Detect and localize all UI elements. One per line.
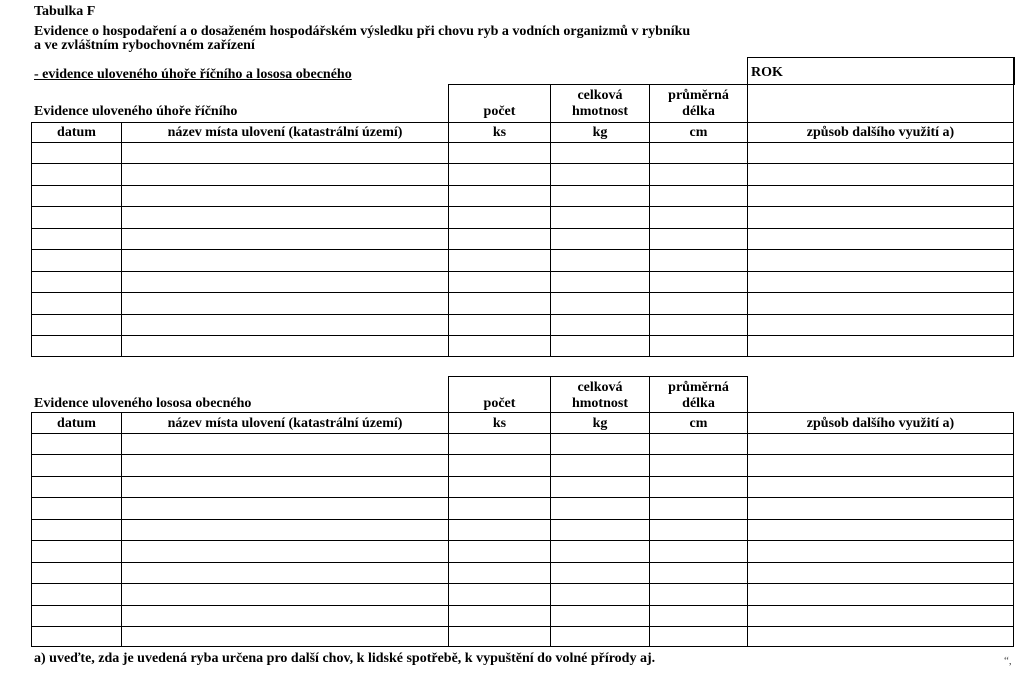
salmon-table-row[interactable] bbox=[32, 606, 1013, 626]
eel-col-cm: cm bbox=[689, 125, 708, 140]
footnote: a) uveďte, zda je uvedená ryba určena pro další chov, k lidské spotřebě, k vypuštění do volné přírody aj. bbox=[34, 651, 656, 666]
salmon-length-header-1: průměrná bbox=[668, 380, 729, 395]
eel-weight-header-2: hmotnost bbox=[571, 104, 628, 119]
eel-col-use: způsob dalšího využití a) bbox=[806, 125, 955, 140]
salmon-table-row[interactable] bbox=[32, 563, 1013, 583]
eel-col-kg: kg bbox=[592, 125, 608, 140]
salmon-table-row[interactable] bbox=[32, 455, 1013, 476]
table-id: Tabulka F bbox=[34, 4, 96, 19]
eel-length-header-2: délka bbox=[682, 104, 715, 119]
salmon-weight-header-2: hmotnost bbox=[571, 396, 628, 411]
salmon-col-place: název místa ulovení (katastrální území) bbox=[167, 416, 403, 431]
salmon-table-row[interactable] bbox=[32, 477, 1013, 497]
salmon-length-header-2: délka bbox=[682, 396, 715, 411]
eel-length-header-1: průměrná bbox=[668, 88, 729, 103]
salmon-weight-header-1: celková bbox=[577, 380, 623, 395]
salmon-section-label: Evidence uloveného lososa obecného bbox=[34, 396, 252, 411]
salmon-col-ks: ks bbox=[492, 416, 507, 431]
salmon-table-row[interactable] bbox=[32, 541, 1013, 562]
year-label: ROK bbox=[751, 65, 783, 80]
salmon-col-cm: cm bbox=[689, 416, 708, 431]
salmon-col-kg: kg bbox=[592, 416, 608, 431]
salmon-table-row[interactable] bbox=[32, 520, 1013, 540]
form-title-line2: a ve zvláštním rybochovném zařízení bbox=[34, 38, 255, 53]
salmon-table-row[interactable] bbox=[32, 498, 1013, 519]
salmon-table-row[interactable] bbox=[32, 627, 1013, 646]
salmon-col-use: způsob dalšího využití a) bbox=[806, 416, 955, 431]
eel-section-label: Evidence uloveného úhoře říčního bbox=[34, 104, 238, 119]
salmon-col-date: datum bbox=[57, 416, 96, 431]
form-title-line1: Evidence o hospodaření a o dosaženém hospodářském výsledku při chovu ryb a vodních organizmů v rybníku bbox=[34, 24, 691, 39]
eel-col-place: název místa ulovení (katastrální území) bbox=[167, 125, 403, 140]
salmon-count-header: počet bbox=[483, 396, 516, 411]
form-subtitle: - evidence uloveného úhoře říčního a lososa obecného bbox=[34, 67, 352, 82]
eel-col-ks: ks bbox=[492, 125, 507, 140]
eel-count-header: počet bbox=[483, 104, 516, 119]
eel-weight-header-1: celková bbox=[577, 88, 623, 103]
salmon-table-row[interactable] bbox=[32, 434, 1013, 454]
eel-col-date: datum bbox=[57, 125, 96, 140]
salmon-table-row[interactable] bbox=[32, 584, 1013, 605]
corner-mark: “, bbox=[1004, 655, 1012, 667]
